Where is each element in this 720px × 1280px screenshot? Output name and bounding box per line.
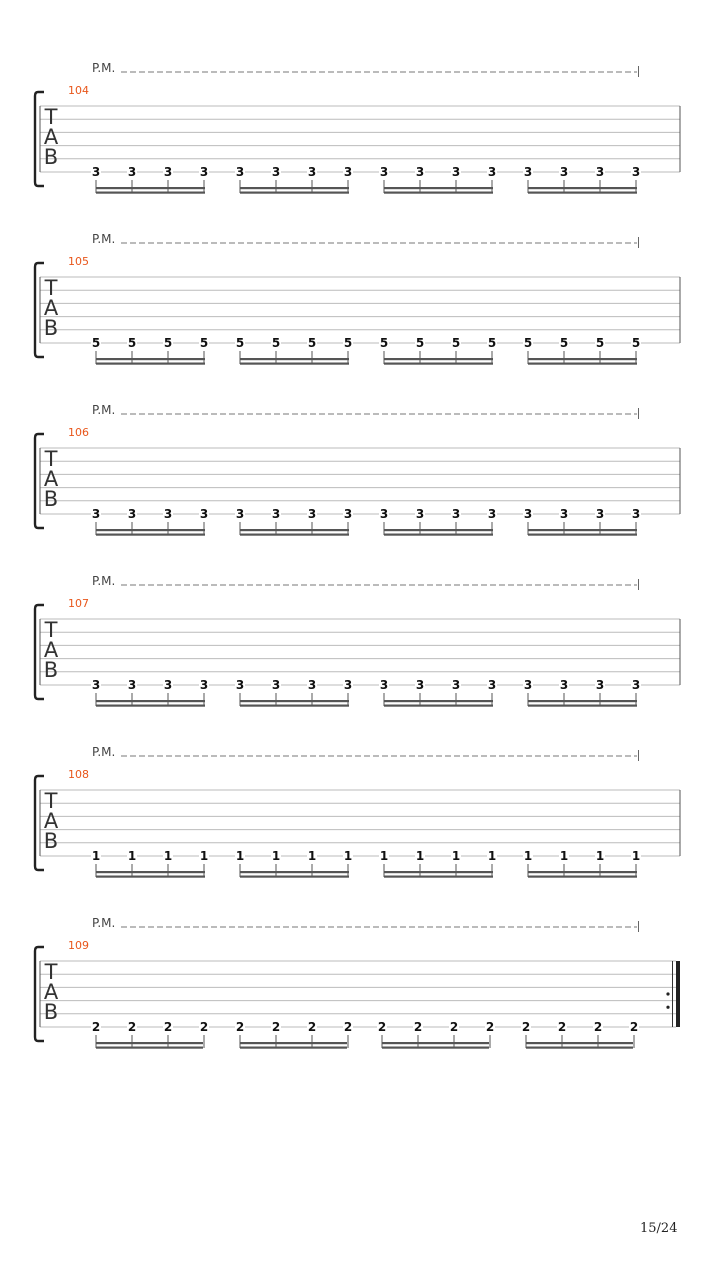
beam-secondary	[384, 534, 493, 536]
fret-number: 5	[163, 336, 173, 350]
fret-number: 1	[271, 849, 281, 863]
fret-number: 3	[163, 165, 173, 179]
fret-number: 5	[631, 336, 641, 350]
beam-secondary	[240, 192, 349, 194]
fret-number: 3	[451, 507, 461, 521]
fret-number: 1	[343, 849, 353, 863]
staff-system-107	[35, 574, 680, 707]
fret-number: 1	[595, 849, 605, 863]
fret-number: 1	[487, 849, 497, 863]
fret-number: 3	[307, 678, 317, 692]
tab-clef-letter-t: T	[44, 618, 58, 642]
fret-number: 3	[235, 678, 245, 692]
fret-number: 5	[235, 336, 245, 350]
fret-number: 3	[127, 165, 137, 179]
staff-system-108	[35, 745, 680, 878]
tab-clef-letter-t: T	[44, 276, 58, 300]
fret-number: 1	[631, 849, 641, 863]
palm-mute-label: P.M.	[92, 574, 116, 588]
palm-mute-label: P.M.	[92, 916, 116, 930]
fret-number: 3	[271, 678, 281, 692]
staff-system-109	[35, 916, 680, 1049]
fret-number: 3	[559, 165, 569, 179]
beam-secondary	[384, 363, 493, 365]
fret-number: 3	[523, 507, 533, 521]
beam-secondary	[96, 876, 205, 878]
beam-secondary	[528, 192, 637, 194]
tab-clef-letter-t: T	[44, 447, 58, 471]
beam-secondary	[96, 363, 205, 365]
measure-number: 105	[68, 255, 89, 268]
beam-primary	[384, 700, 493, 702]
beam-secondary	[528, 876, 637, 878]
beam-primary	[528, 529, 637, 531]
measure-number: 109	[68, 939, 89, 952]
beam-secondary	[382, 1047, 489, 1049]
fret-number: 1	[235, 849, 245, 863]
beam-secondary	[96, 705, 205, 707]
fret-number: 3	[559, 678, 569, 692]
beam-secondary	[384, 705, 493, 707]
beam-primary	[240, 871, 349, 873]
beam-secondary	[96, 192, 205, 194]
fret-number: 3	[415, 678, 425, 692]
fret-number: 2	[629, 1020, 639, 1034]
fret-number: 3	[307, 165, 317, 179]
fret-number: 5	[307, 336, 317, 350]
fret-number: 2	[593, 1020, 603, 1034]
beam-primary	[384, 871, 493, 873]
fret-number: 5	[415, 336, 425, 350]
fret-number: 2	[127, 1020, 137, 1034]
beam-secondary	[384, 876, 493, 878]
fret-number: 2	[521, 1020, 531, 1034]
beam-secondary	[528, 705, 637, 707]
fret-number: 1	[559, 849, 569, 863]
tab-clef-letter-b: B	[43, 829, 59, 853]
fret-number: 5	[595, 336, 605, 350]
tab-clef-letter-b: B	[43, 487, 59, 511]
beam-secondary	[528, 363, 637, 365]
fret-number: 3	[631, 678, 641, 692]
fret-number: 5	[523, 336, 533, 350]
fret-number: 3	[451, 678, 461, 692]
fret-number: 1	[91, 849, 101, 863]
fret-number: 3	[379, 678, 389, 692]
beam-primary	[528, 700, 637, 702]
beam-primary	[528, 187, 637, 189]
fret-number: 3	[559, 507, 569, 521]
palm-mute-label: P.M.	[92, 745, 116, 759]
beam-primary	[384, 529, 493, 531]
fret-number: 3	[163, 507, 173, 521]
beam-primary	[240, 529, 349, 531]
tab-clef-letter-a: A	[43, 809, 59, 833]
fret-number: 2	[271, 1020, 281, 1034]
beam-primary	[384, 187, 493, 189]
fret-number: 3	[91, 507, 101, 521]
fret-number: 3	[415, 507, 425, 521]
fret-number: 2	[307, 1020, 317, 1034]
beam-secondary	[240, 534, 349, 536]
staff-system-105	[35, 232, 680, 365]
fret-number: 3	[199, 678, 209, 692]
fret-number: 3	[631, 507, 641, 521]
fret-number: 3	[127, 678, 137, 692]
beam-secondary	[528, 534, 637, 536]
fret-number: 3	[343, 165, 353, 179]
staff-system-104	[35, 61, 680, 194]
tab-clef-letter-b: B	[43, 658, 59, 682]
beam-secondary	[96, 1047, 203, 1049]
beam-primary	[240, 358, 349, 360]
fret-number: 3	[415, 165, 425, 179]
beam-primary	[240, 187, 349, 189]
measure-number: 108	[68, 768, 89, 781]
fret-number: 3	[523, 165, 533, 179]
measure-number: 104	[68, 84, 89, 97]
beam-secondary	[240, 876, 349, 878]
repeat-dot	[666, 992, 669, 995]
fret-number: 5	[487, 336, 497, 350]
staff-system-106	[35, 403, 680, 536]
tab-clef-letter-a: A	[43, 467, 59, 491]
beam-primary	[528, 358, 637, 360]
fret-number: 5	[559, 336, 569, 350]
beam-secondary	[240, 1047, 347, 1049]
beam-primary	[96, 187, 205, 189]
tab-clef-letter-a: A	[43, 980, 59, 1004]
fret-number: 3	[307, 507, 317, 521]
fret-number: 3	[91, 165, 101, 179]
beam-primary	[96, 1042, 203, 1044]
tab-clef-letter-a: A	[43, 638, 59, 662]
beam-secondary	[526, 1047, 633, 1049]
tab-clef-letter-t: T	[44, 789, 58, 813]
tab-clef-letter-t: T	[44, 105, 58, 129]
fret-number: 5	[91, 336, 101, 350]
fret-number: 1	[199, 849, 209, 863]
repeat-dot	[666, 1006, 669, 1009]
fret-number: 5	[199, 336, 209, 350]
fret-number: 3	[235, 507, 245, 521]
fret-number: 3	[199, 507, 209, 521]
beam-primary	[96, 358, 205, 360]
fret-number: 3	[631, 165, 641, 179]
beam-primary	[240, 1042, 347, 1044]
beam-secondary	[240, 363, 349, 365]
fret-number: 1	[163, 849, 173, 863]
fret-number: 3	[343, 507, 353, 521]
beam-primary	[96, 871, 205, 873]
beam-primary	[528, 871, 637, 873]
fret-number: 3	[595, 678, 605, 692]
fret-number: 3	[199, 165, 209, 179]
beam-primary	[382, 1042, 489, 1044]
palm-mute-label: P.M.	[92, 61, 116, 75]
fret-number: 1	[127, 849, 137, 863]
tab-clef-letter-b: B	[43, 145, 59, 169]
fret-number: 5	[379, 336, 389, 350]
repeat-thick-barline	[676, 961, 680, 1027]
fret-number: 3	[235, 165, 245, 179]
beam-primary	[384, 358, 493, 360]
tab-clef-letter-b: B	[43, 1000, 59, 1024]
palm-mute-label: P.M.	[92, 232, 116, 246]
fret-number: 2	[449, 1020, 459, 1034]
fret-number: 3	[379, 165, 389, 179]
tab-clef-letter-b: B	[43, 316, 59, 340]
fret-number: 3	[451, 165, 461, 179]
fret-number: 5	[343, 336, 353, 350]
fret-number: 1	[415, 849, 425, 863]
fret-number: 3	[127, 507, 137, 521]
fret-number: 1	[523, 849, 533, 863]
beam-primary	[96, 529, 205, 531]
fret-number: 2	[91, 1020, 101, 1034]
measure-number: 106	[68, 426, 89, 439]
palm-mute-label: P.M.	[92, 403, 116, 417]
fret-number: 2	[235, 1020, 245, 1034]
fret-number: 2	[557, 1020, 567, 1034]
fret-number: 3	[487, 165, 497, 179]
fret-number: 3	[487, 678, 497, 692]
beam-secondary	[384, 192, 493, 194]
fret-number: 3	[163, 678, 173, 692]
fret-number: 1	[451, 849, 461, 863]
beam-secondary	[96, 534, 205, 536]
fret-number: 3	[523, 678, 533, 692]
beam-primary	[240, 700, 349, 702]
fret-number: 3	[91, 678, 101, 692]
fret-number: 3	[595, 165, 605, 179]
beam-primary	[96, 700, 205, 702]
fret-number: 5	[451, 336, 461, 350]
page-number: 15/24	[640, 1221, 678, 1236]
fret-number: 3	[271, 507, 281, 521]
beam-secondary	[240, 705, 349, 707]
fret-number: 3	[487, 507, 497, 521]
tab-clef-letter-a: A	[43, 125, 59, 149]
fret-number: 3	[343, 678, 353, 692]
fret-number: 2	[199, 1020, 209, 1034]
fret-number: 2	[377, 1020, 387, 1034]
measure-number: 107	[68, 597, 89, 610]
fret-number: 1	[307, 849, 317, 863]
fret-number: 5	[127, 336, 137, 350]
beam-primary	[526, 1042, 633, 1044]
fret-number: 2	[163, 1020, 173, 1034]
tab-clef-letter-a: A	[43, 296, 59, 320]
fret-number: 2	[413, 1020, 423, 1034]
fret-number: 3	[379, 507, 389, 521]
fret-number: 5	[271, 336, 281, 350]
fret-number: 3	[271, 165, 281, 179]
tab-clef-letter-t: T	[44, 960, 58, 984]
fret-number: 2	[485, 1020, 495, 1034]
fret-number: 1	[379, 849, 389, 863]
fret-number: 3	[595, 507, 605, 521]
fret-number: 2	[343, 1020, 353, 1034]
